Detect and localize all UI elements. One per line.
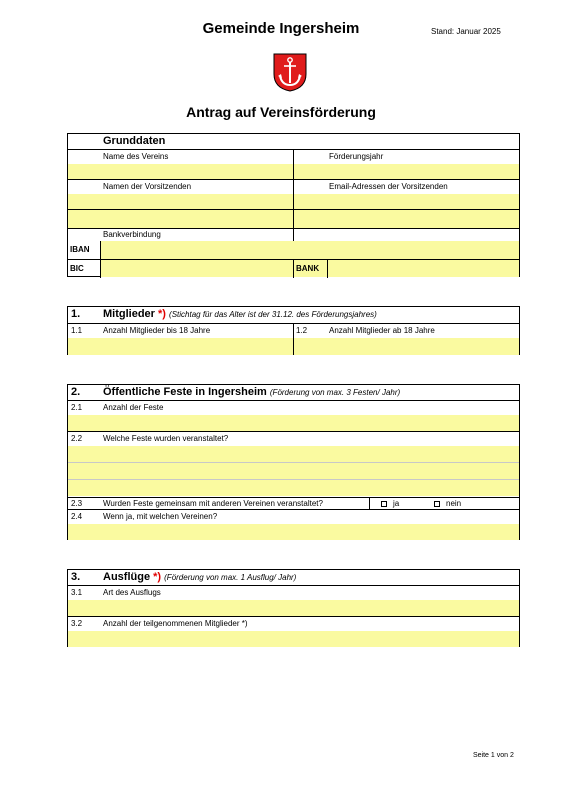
bank-name-label: BANK <box>296 264 320 273</box>
welche-vereine-label: Wenn ja, mit welchen Vereinen? <box>103 512 218 521</box>
welche-feste-label: Welche Feste wurden veranstaltet? <box>103 434 229 443</box>
grunddaten-section <box>67 133 520 277</box>
coat-of-arms-icon <box>272 52 308 92</box>
ausfluege-section <box>67 569 520 647</box>
item-number: 3.2 <box>71 619 83 628</box>
stand-date: Stand: Januar 2025 <box>431 27 501 36</box>
ausfluege-note: (Förderung von max. 1 Ausflug/ Jahr) <box>164 573 297 582</box>
welche-feste-field-2[interactable] <box>68 463 519 479</box>
bank-label: Bankverbindung <box>103 230 161 239</box>
page-number: Seite 1 von 2 <box>473 752 514 759</box>
ausfluege-number: 3. <box>71 571 81 583</box>
feste-number: 2. <box>71 386 81 398</box>
email-label: Email-Adressen der Vorsitzenden <box>329 182 448 191</box>
vereinsname-label: Name des Vereins <box>103 152 169 161</box>
item-number: 2.2 <box>71 434 83 443</box>
mitglieder-heading: Mitglieder <box>103 308 155 320</box>
iban-label: IBAN <box>70 245 90 254</box>
item-number: 3.1 <box>71 588 83 597</box>
document-title: Antrag auf Vereinsförderung <box>186 104 376 120</box>
welche-vereine-field[interactable] <box>68 524 519 540</box>
foerderjahr-label: Förderungsjahr <box>329 152 384 161</box>
feste-note: (Förderung von max. 3 Festen/ Jahr) <box>269 388 401 397</box>
mitglieder-star: *) <box>158 308 166 320</box>
anzahl-feste-label: Anzahl der Feste <box>103 403 164 412</box>
feste-heading: Öffentliche Feste in Ingersheim <box>103 386 267 398</box>
gemeinsam-label: Wurden Feste gemeinsam mit anderen Vereinen veranstaltet? <box>103 499 323 508</box>
item-number: 1.2 <box>296 326 308 335</box>
mitglieder-section <box>67 306 520 355</box>
welche-feste-field-3[interactable] <box>68 480 519 496</box>
mitglieder-u18-label: Anzahl Mitglieder bis 18 Jahre <box>103 326 211 335</box>
checkbox-nein[interactable] <box>434 501 440 507</box>
teilnehmer-label: Anzahl der teilgenommenen Mitglieder *) <box>103 619 248 628</box>
item-number: 2.3 <box>71 499 83 508</box>
mitglieder-number: 1. <box>71 308 81 320</box>
feste-section <box>67 384 520 540</box>
grunddaten-heading: Grunddaten <box>103 135 166 147</box>
art-ausflug-field[interactable] <box>68 600 519 616</box>
checkbox-ja[interactable] <box>381 501 387 507</box>
ausfluege-heading: Ausflüge <box>103 571 151 583</box>
iban-field[interactable] <box>101 241 519 259</box>
mitglieder-note: (Stichtag für das Alter ist der 31.12. des Förderungsjahres) <box>169 310 377 319</box>
item-number: 1.1 <box>71 326 83 335</box>
mitglieder-o18-label: Anzahl Mitglieder ab 18 Jahre <box>329 326 435 335</box>
welche-feste-field-1[interactable] <box>68 446 519 462</box>
teilnehmer-field[interactable] <box>68 631 519 647</box>
anzahl-feste-field[interactable] <box>68 415 519 431</box>
art-ausflug-label: Art des Ausflugs <box>103 588 161 597</box>
item-number: 2.4 <box>71 512 83 521</box>
ausfluege-star: *) <box>153 571 162 583</box>
municipality-title: Gemeinde Ingersheim <box>202 20 360 37</box>
bic-label: BIC <box>70 264 84 273</box>
option-nein[interactable]: nein <box>434 499 461 508</box>
vorsitzende-label: Namen der Vorsitzenden <box>103 182 192 191</box>
option-ja[interactable]: ja <box>381 499 399 508</box>
item-number: 2.1 <box>71 403 83 412</box>
